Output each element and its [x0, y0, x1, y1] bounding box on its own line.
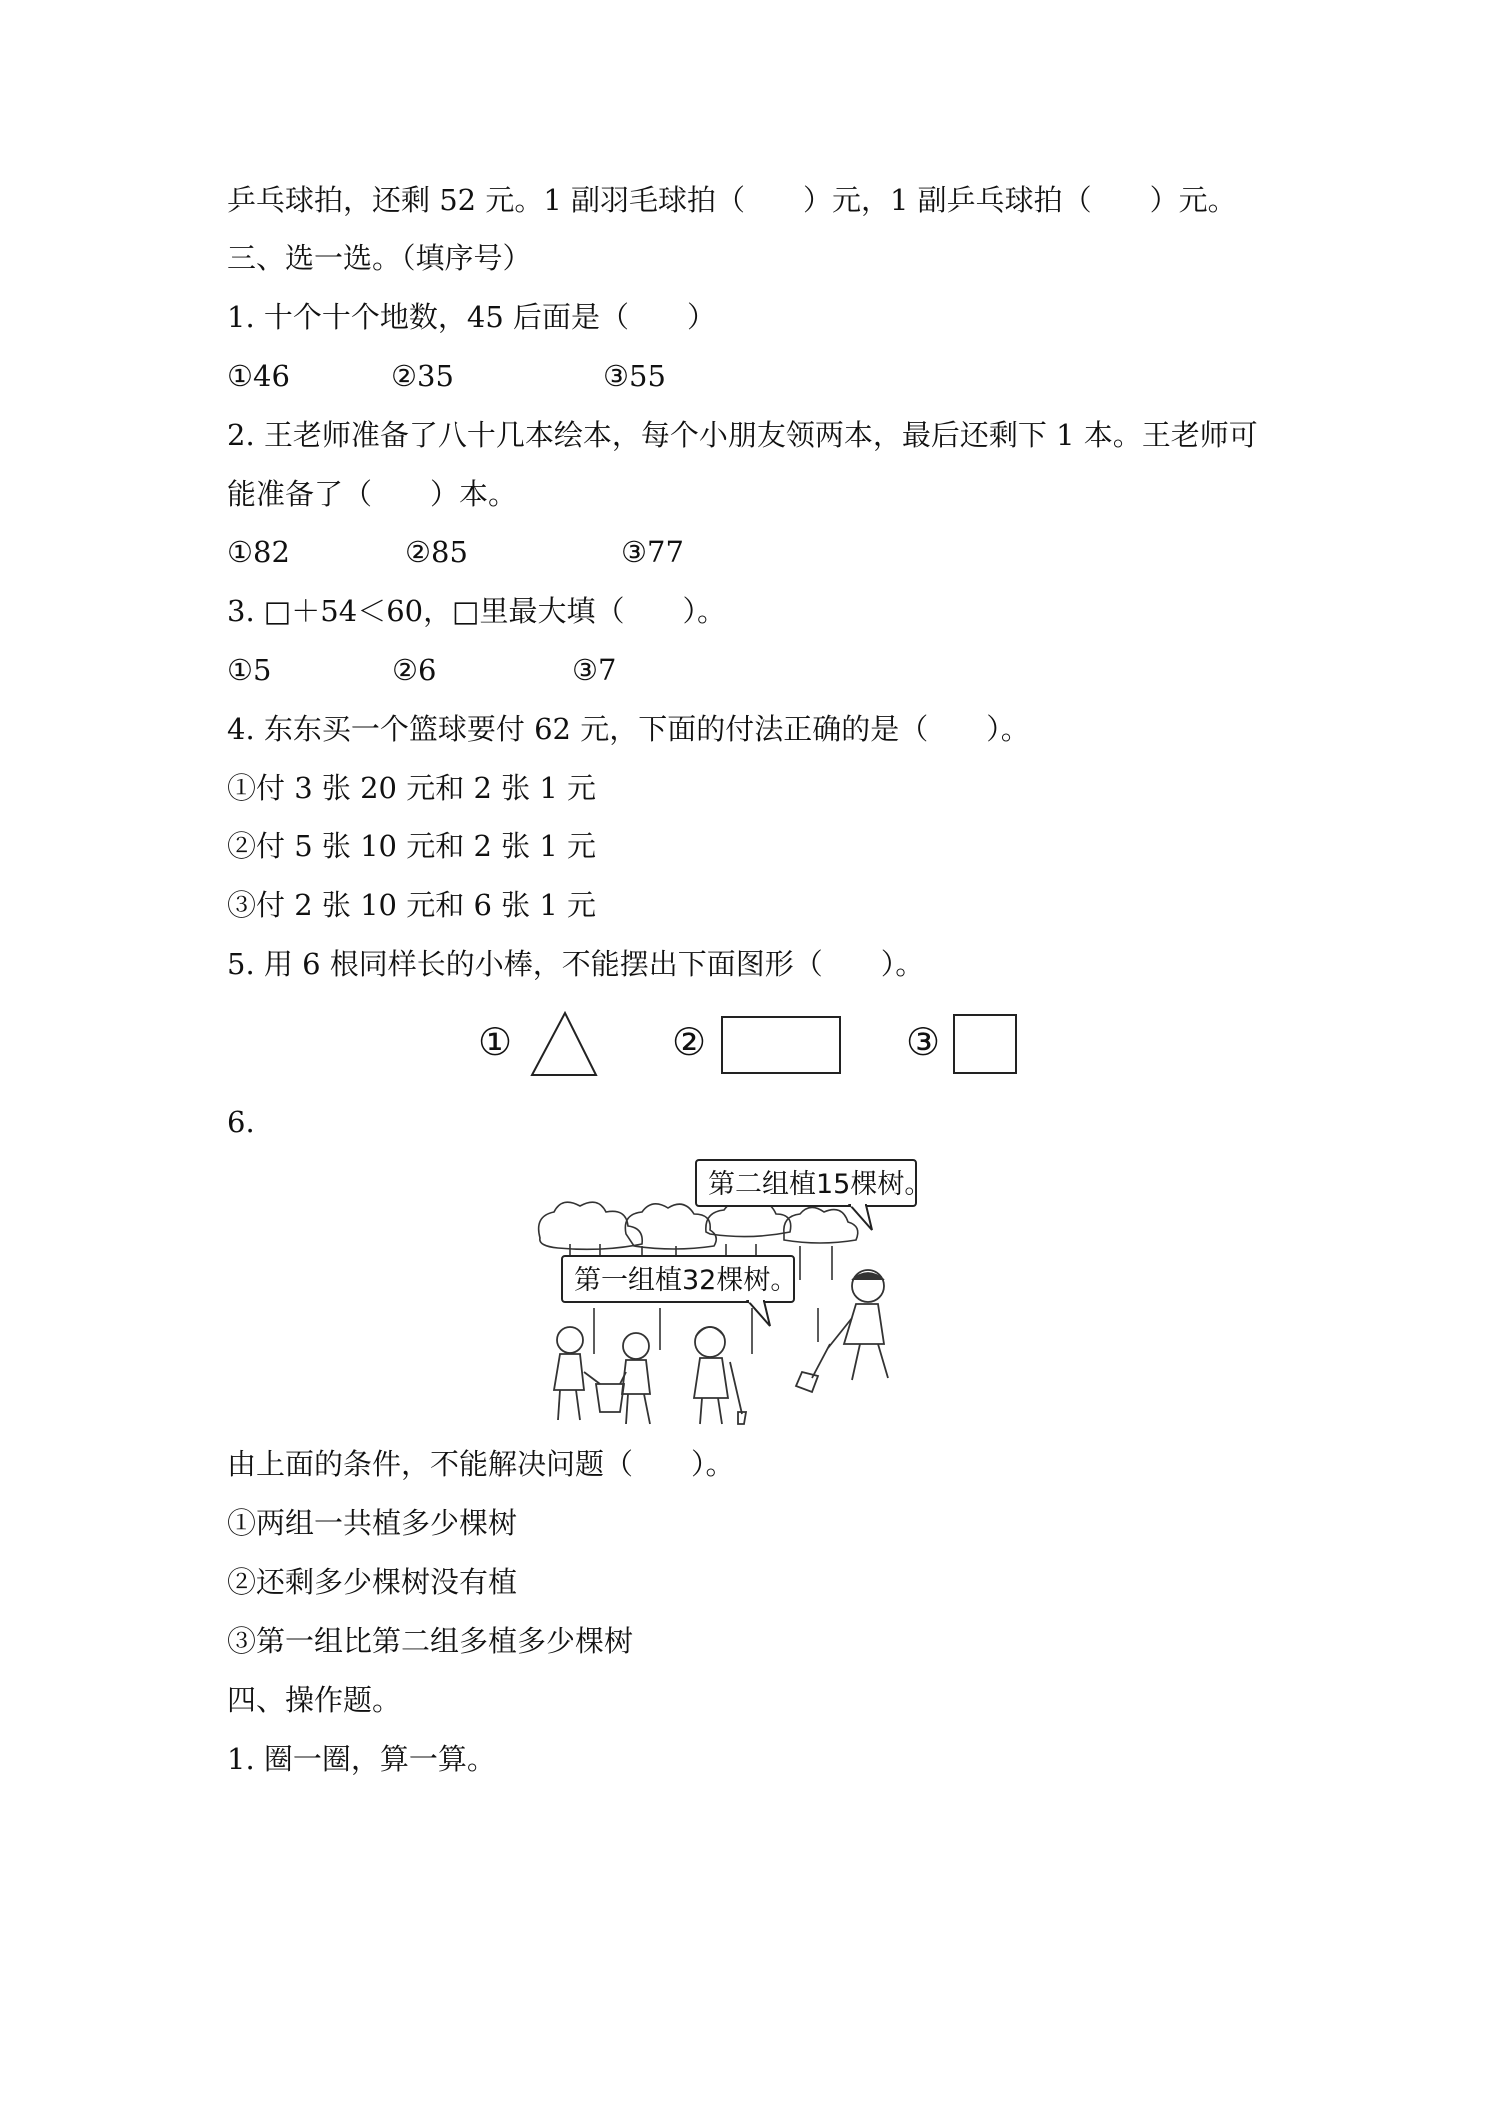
girl-child: [694, 1327, 746, 1424]
tree-planting-drawing: [530, 1158, 950, 1428]
speech-bubble-first-group: [562, 1256, 797, 1326]
question-6-option-3: ③第一组比第二组多植多少棵树: [227, 1624, 634, 1658]
choice: ①46: [227, 359, 290, 393]
question-5-shapes: [478, 1005, 1038, 1085]
speech-bubble-second-group: [696, 1160, 931, 1230]
triangle-shape: [530, 1011, 600, 1079]
question-6-prompt: 由上面的条件，不能解决问题（ ）。: [227, 1447, 735, 1481]
choice: ①82: [227, 535, 290, 569]
operation-question-1: 1. 圈一圈，算一算。: [227, 1742, 496, 1776]
question-4-option-1: ①付 3 张 20 元和 2 张 1 元: [227, 771, 596, 805]
shape-option-3: [906, 1005, 1036, 1085]
text-line: 乒乓球拍，还剩 52 元。1 副羽毛球拍（ ）元，1 副乒乓球拍（ ）元。: [227, 183, 1237, 217]
bubble-text-first-group: 第一组植32棵树。: [574, 1265, 798, 1296]
question-1: 1. 十个十个地数，45 后面是（ ）: [227, 300, 717, 334]
child-with-shovel: [796, 1270, 888, 1392]
choice: ③77: [621, 535, 684, 569]
choice: ②6: [392, 653, 437, 687]
shape-label: ①: [478, 1020, 513, 1064]
question-4-option-3: ③付 2 张 10 元和 6 张 1 元: [227, 888, 596, 922]
question-5: 5. 用 6 根同样长的小棒，不能摆出下面图形（ ）。: [227, 947, 925, 981]
question-2: 2. 王老师准备了八十几本绘本，每个小朋友领两本，最后还剩下 1 本。王老师可: [227, 418, 1258, 452]
shape-label: ②: [672, 1020, 707, 1064]
question-6-option-1: ①两组一共植多少棵树: [227, 1506, 518, 1540]
square-shape: [952, 1013, 1020, 1077]
question-4-option-2: ②付 5 张 10 元和 2 张 1 元: [227, 829, 596, 863]
choice: ①5: [227, 653, 272, 687]
question-6: 6.: [227, 1105, 255, 1139]
question-6-option-2: ②还剩多少棵树没有植: [227, 1565, 518, 1599]
question-2-cont: 能准备了（ ）本。: [227, 477, 518, 511]
choice: ②35: [391, 359, 454, 393]
rectangle-shape: [720, 1015, 844, 1077]
shape-option-2: [672, 1005, 852, 1085]
choice: ③7: [572, 653, 617, 687]
section-title: 三、选一选。（填序号）: [227, 241, 532, 275]
children-with-bucket: [554, 1327, 650, 1424]
shape-label: ③: [906, 1020, 941, 1064]
tree-planting-illustration: [530, 1158, 950, 1428]
choice: ③55: [603, 359, 666, 393]
section-title: 四、操作题。: [227, 1683, 402, 1717]
bubble-text-second-group: 第二组植15棵树。: [708, 1169, 932, 1200]
question-3: 3. □＋54＜60，□里最大填（ ）。: [227, 594, 726, 628]
shape-option-1: [478, 1005, 608, 1085]
choice: ②85: [405, 535, 468, 569]
question-4: 4. 东东买一个篮球要付 62 元，下面的付法正确的是（ ）。: [227, 712, 1030, 746]
